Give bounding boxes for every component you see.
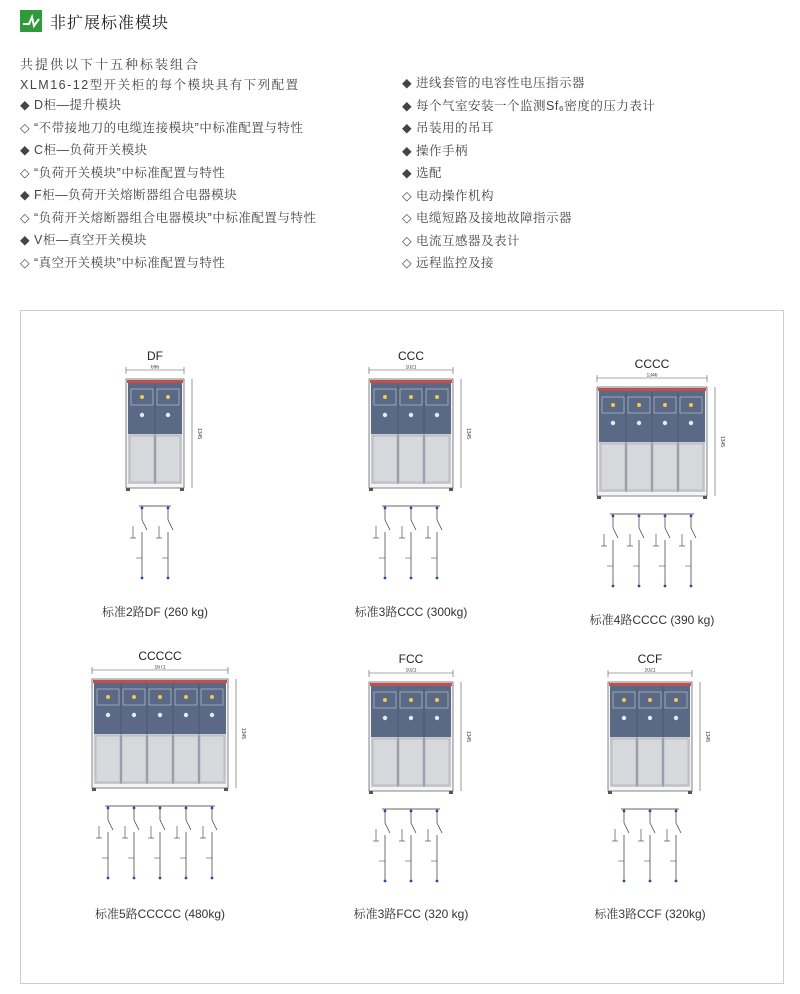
filled-diamond-icon: ◆: [20, 188, 31, 202]
module-cccc: [552, 353, 752, 618]
feature-item-text: “负荷开关熔断器组合电器模块”中标准配置与特性: [34, 210, 317, 225]
single-line-diagram: [601, 514, 696, 587]
feature-item: [20, 95, 122, 113]
module-title: DF: [147, 349, 163, 363]
feature-item: [20, 253, 225, 271]
filled-diamond-icon: ◆: [402, 98, 413, 113]
cabinet-control-panel: [94, 683, 226, 734]
filled-diamond-icon: ◆: [402, 166, 413, 180]
feature-item-text: 吊装用的吊耳: [416, 121, 495, 135]
feature-item: [20, 230, 147, 248]
module-caption: 标准2路DF (260 kg): [101, 605, 209, 619]
module-drawing: [311, 668, 511, 908]
feature-item-text: C柜—负荷开关模块: [34, 143, 148, 157]
module-fcc: [311, 648, 511, 913]
hollow-diamond-icon: ◇: [402, 256, 413, 270]
module-caption: 标准3路FCC (320 kg): [353, 907, 469, 921]
feature-item: [402, 253, 494, 271]
module-title: CCCCC: [138, 649, 182, 663]
module-drawing: [552, 373, 752, 613]
intro-line-1: 共提供以下十五种标装组合: [20, 57, 201, 72]
module-ccf: [550, 648, 750, 913]
width-dimension-label: 1346: [646, 373, 658, 379]
module-title: CCF: [637, 652, 663, 666]
feature-item: [402, 96, 655, 114]
single-line-diagram: [373, 506, 442, 579]
filled-diamond-icon: ◆: [402, 143, 413, 158]
feature-item-text: “不带接地刀的电缆连接模块”中标准配置与特性: [34, 120, 304, 135]
module-caption: 标准3路CCF (320kg): [594, 907, 706, 921]
feature-item: [402, 186, 494, 204]
width-dimension-label: 1021: [644, 668, 656, 674]
feature-item: [402, 231, 520, 249]
height-dimension-label: 1345: [465, 427, 471, 440]
feature-item: [402, 118, 494, 136]
module-title: FCC: [398, 652, 424, 666]
module-df: [55, 345, 255, 610]
module-title: CCCC: [634, 357, 670, 371]
single-line-diagram: [96, 806, 217, 879]
hollow-diamond-icon: ◇: [20, 165, 31, 180]
feature-item: [20, 185, 237, 203]
module-drawing: [550, 668, 750, 908]
width-dimension-label: 1021: [405, 365, 417, 371]
feature-item: [20, 140, 148, 158]
page-header: [20, 8, 169, 34]
cabinet-control-panel: [610, 686, 690, 737]
hollow-diamond-icon: ◇: [20, 120, 31, 135]
module-drawing: [55, 365, 255, 605]
module-caption: 标准4路CCCC (390 kg): [589, 613, 715, 627]
module-drawing: [311, 365, 511, 605]
feature-item: [402, 141, 468, 159]
width-dimension-label: 1021: [405, 668, 417, 674]
hollow-diamond-icon: ◇: [20, 255, 31, 270]
cabinet-top-bar: [609, 683, 691, 686]
hollow-diamond-icon: ◇: [402, 188, 413, 203]
feature-item: [402, 208, 572, 226]
feature-item-text: 远程监控及接: [416, 256, 495, 270]
module-caption: 标准5路CCCCC (480kg): [94, 907, 226, 921]
filled-diamond-icon: ◆: [402, 76, 413, 90]
feature-item-text: “真空开关模块”中标准配置与特性: [34, 255, 226, 270]
feature-item-text: 每个气室安装一个监测Sf₆密度的压力表计: [416, 98, 656, 113]
height-dimension-label: 1345: [240, 727, 246, 740]
feature-item-text: 进线套管的电容性电压指示器: [416, 76, 586, 90]
feature-item: [20, 118, 303, 136]
cabinet-top-bar: [370, 380, 452, 383]
height-dimension-label: 1345: [465, 730, 471, 743]
height-dimension-label: 1345: [196, 427, 202, 440]
cabinet-top-bar: [127, 380, 183, 383]
brand-logo-icon: [20, 10, 42, 32]
feature-item-text: “负荷开关模块”中标准配置与特性: [34, 165, 226, 180]
feature-item-text: 电流互感器及表计: [416, 233, 521, 248]
feature-item: [402, 73, 585, 91]
single-line-diagram: [130, 506, 173, 579]
feature-item-text: F柜—负荷开关熔断器组合电器模块: [34, 188, 238, 202]
module-title: CCC: [398, 349, 424, 363]
hollow-diamond-icon: ◇: [402, 211, 413, 225]
feature-item: [402, 163, 442, 181]
module-caption: 标准3路CCC (300kg): [354, 605, 468, 619]
feature-item-text: 操作手柄: [416, 143, 469, 158]
width-dimension-label: 1671: [154, 665, 166, 671]
intro-line-2: XLM16-12型开关柜的每个模块具有下列配置: [20, 78, 300, 92]
cabinet-top-bar: [93, 680, 227, 683]
width-dimension-label: 696: [150, 365, 160, 371]
filled-diamond-icon: ◆: [402, 121, 413, 135]
page-title: 非扩展标准模块: [50, 14, 170, 32]
hollow-diamond-icon: ◇: [20, 210, 31, 225]
height-dimension-label: 1345: [719, 435, 725, 448]
feature-item-text: D柜—提升模块: [34, 98, 122, 112]
filled-diamond-icon: ◆: [20, 233, 31, 247]
single-line-diagram: [373, 809, 442, 882]
cabinet-control-panel: [371, 383, 451, 434]
feature-item: [20, 163, 225, 181]
feature-item-text: 电缆短路及接地故障指示器: [416, 211, 573, 225]
cabinet-top-bar: [370, 683, 452, 686]
feature-item-text: V柜—真空开关模块: [34, 233, 147, 247]
cabinet-top-bar: [598, 388, 706, 391]
height-dimension-label: 1345: [704, 730, 710, 743]
single-line-diagram: [612, 809, 681, 882]
feature-item-text: 选配: [416, 166, 443, 180]
module-ccc: [311, 345, 511, 610]
feature-item-text: 电动操作机构: [416, 188, 495, 203]
module-drawing: [60, 665, 260, 905]
feature-item: [20, 208, 316, 226]
hollow-diamond-icon: ◇: [402, 233, 413, 248]
filled-diamond-icon: ◆: [20, 143, 31, 157]
filled-diamond-icon: ◆: [20, 98, 31, 112]
cabinet-control-panel: [371, 686, 451, 737]
module-ccccc: [60, 645, 260, 910]
